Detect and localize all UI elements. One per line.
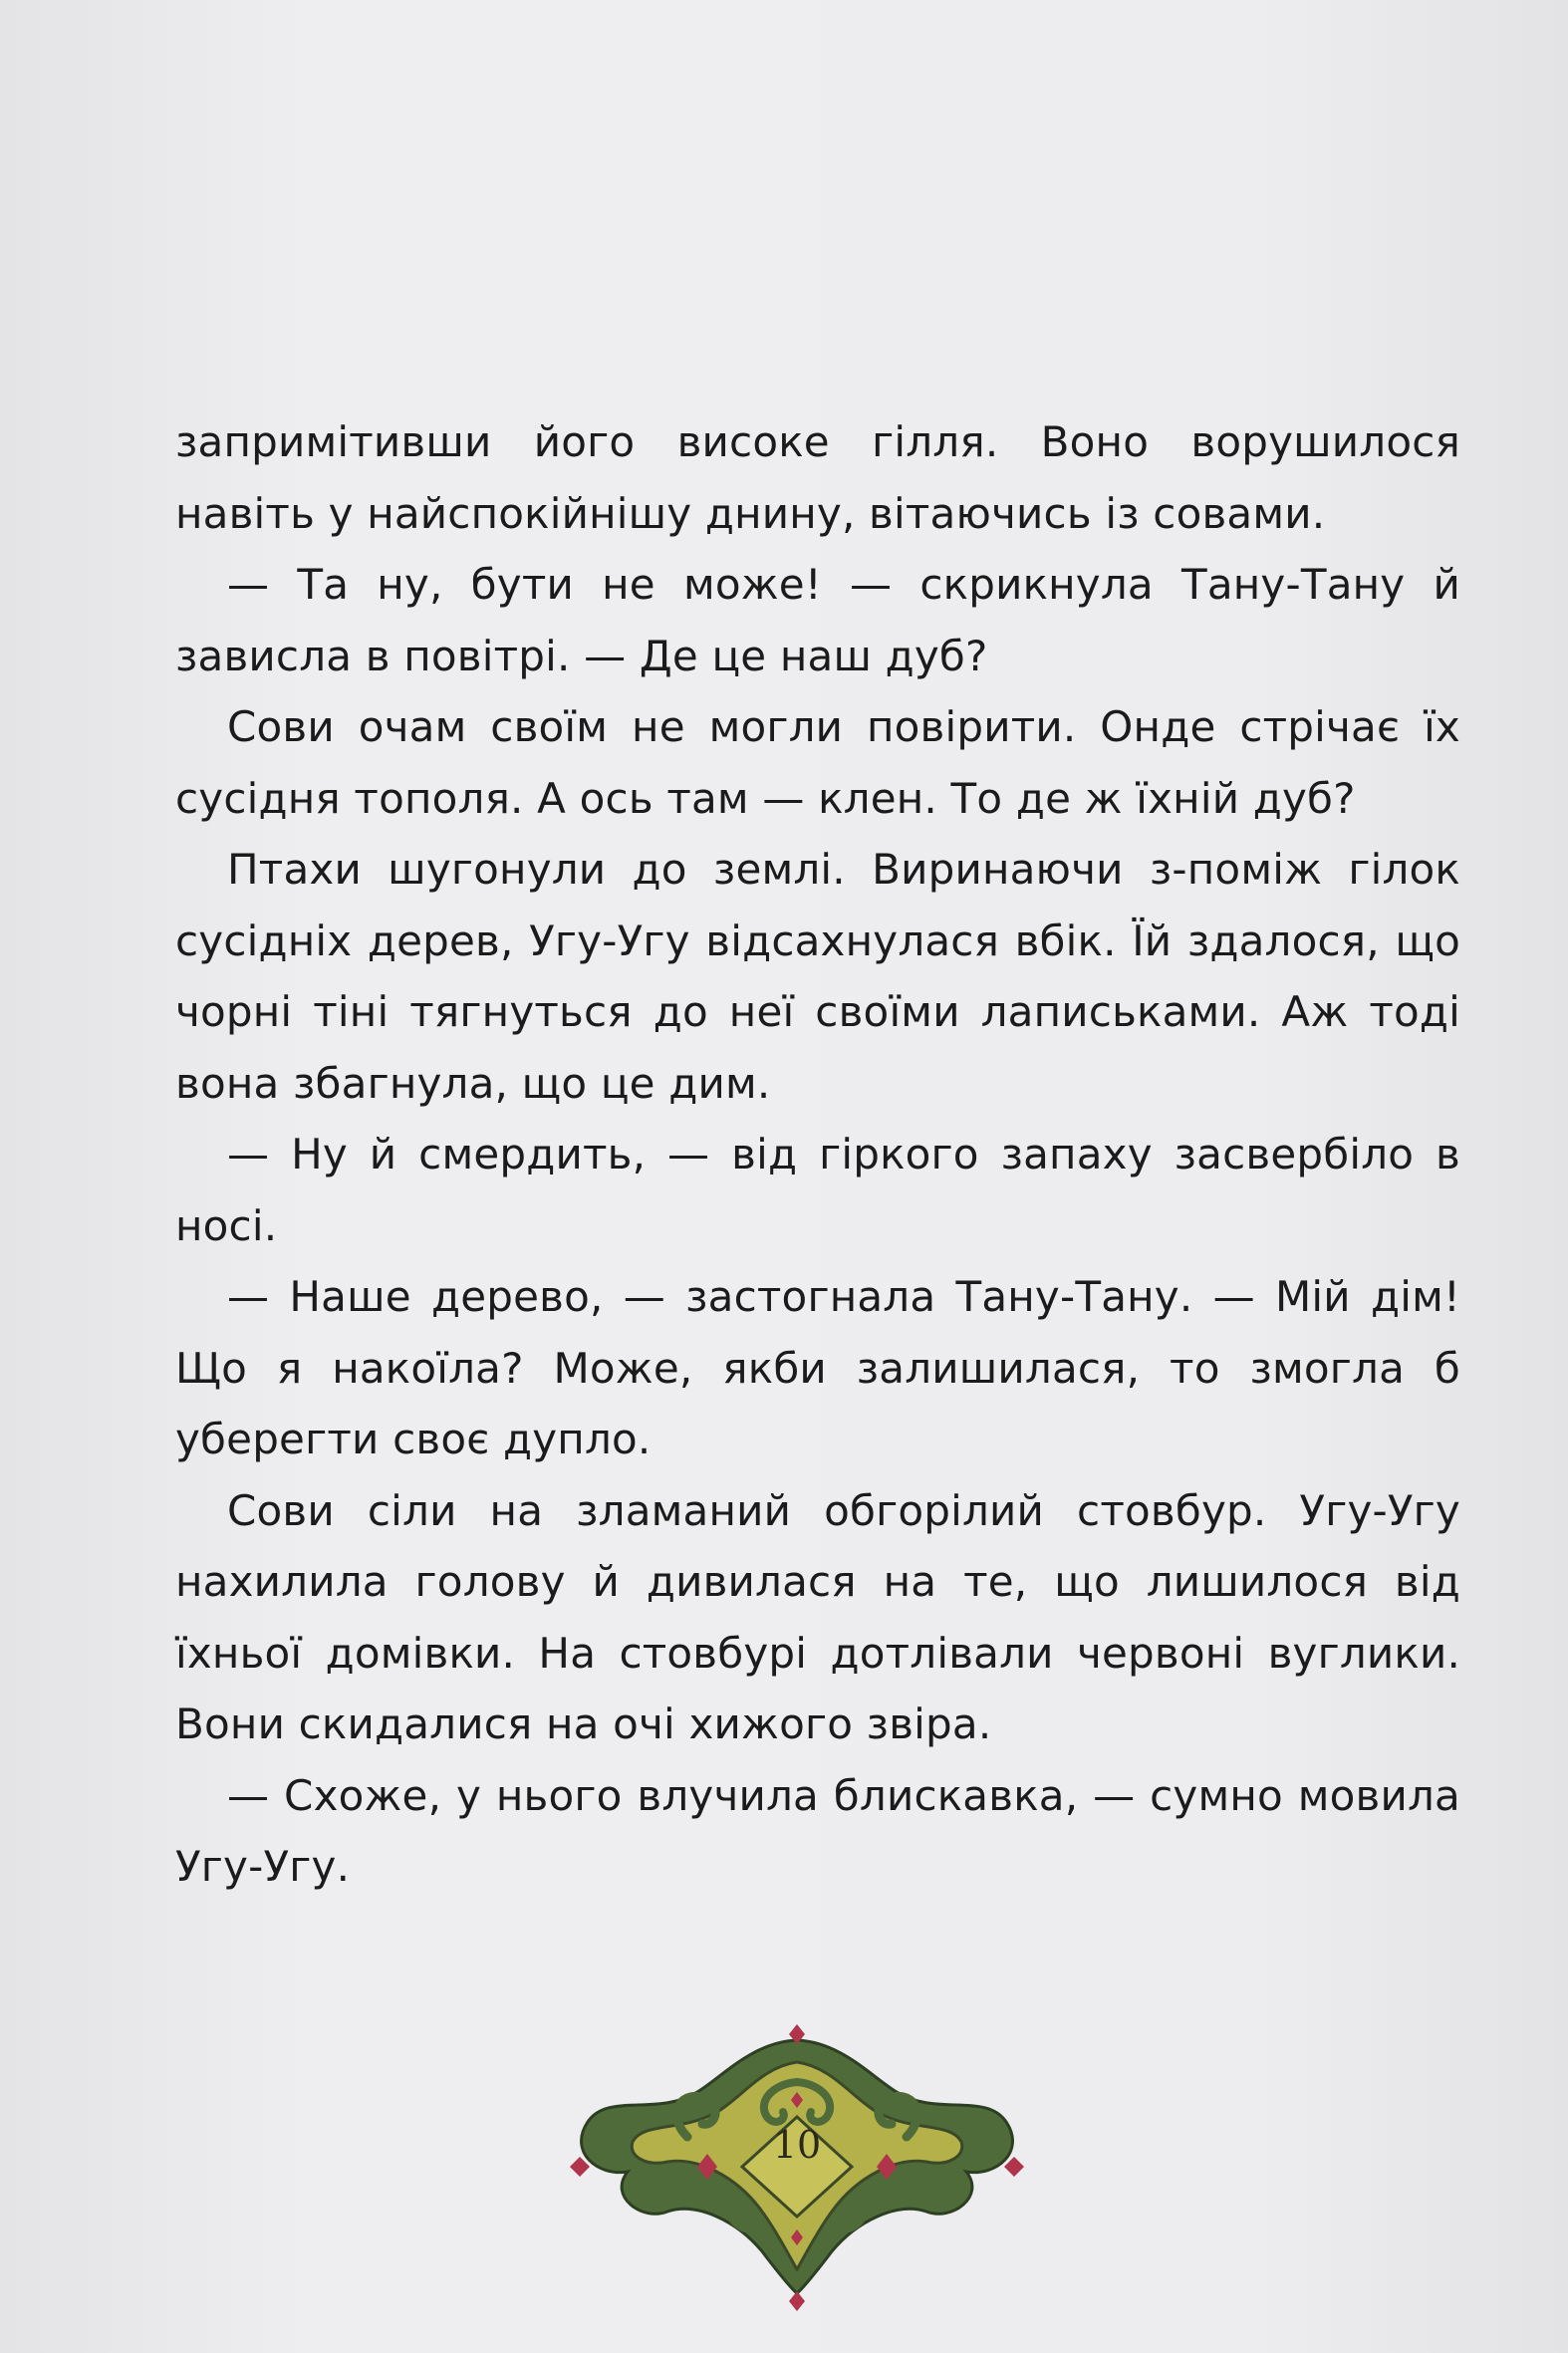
paragraph: Сови очам своїм не могли повірити. Онде стрічає їх сусідня тополя. А ось там — клен. То де ж їхній дуб? [175,702,1460,823]
story-text [175,406,1460,1903]
paragraph-dialogue: — Наше дерево, — застогнала Тану-Тану. — Мій дім! Що я накоїла? Може, якби залишилася, то змогла б уберегти своє дупло. [175,1272,1460,1463]
paragraph-dialogue: — Ну й смердить, — від гіркого запаху засвербіло в носі. [175,1130,1460,1250]
ornament-red-accent-bottom [789,2291,805,2311]
paragraph: Птахи шугонули до землі. Виринаючи з-поміж гілок сусідніх дерев, Угу-Угу відсахнулася вбік. Їй здалося, що чорні тіні тягнуться до неї своїми лаписьками. Аж тоді вона збагнула, що це дим. [175,845,1460,1108]
paragraph: Сови сіли на зламаний обгорілий стовбур. Угу-Угу нахилила голову й дивилася на те, що лишилося від їхньої домівки. На стовбурі дотлівали червоні вуглики. Вони скидалися на очі хижого звіра. [175,1485,1460,1748]
paragraph-continuation: запримітивши його високе гілля. Воно ворушилося навіть у найспокійнішу днину, вітаючись із совами. [175,417,1460,538]
ornament-red-accent-left [570,2157,590,2177]
paragraph-dialogue: — Та ну, бути не може! — скрикнула Тану-Тану й зависла в повітрі. — Де це наш дуб? [175,560,1460,680]
page-number: 10 [772,2123,822,2167]
paragraph-dialogue: — Схоже, у нього влучила блискавка, — сумно мовила Угу-Угу. [175,1770,1460,1891]
ornament-red-accent-right [1004,2157,1024,2177]
